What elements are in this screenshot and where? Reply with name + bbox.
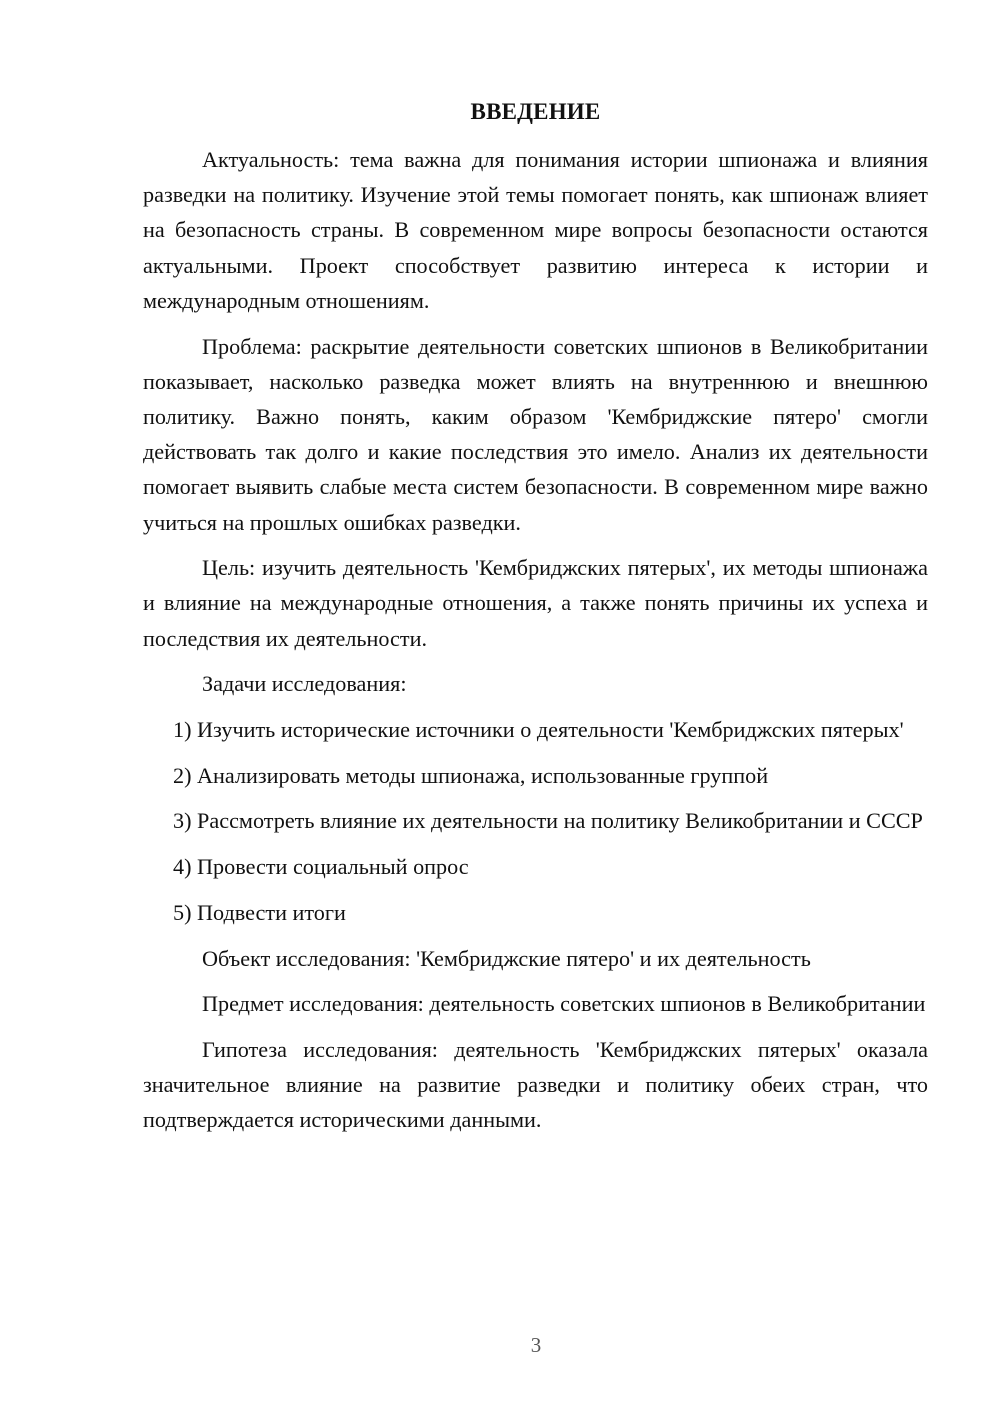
task-item: 2) Анализировать методы шпионажа, использованные группой xyxy=(173,762,769,788)
research-object-paragraph: Объект исследования: 'Кембриджские пятеро' и их деятельность xyxy=(202,945,811,971)
task-item: 1) Изучить исторические источники о деятельности 'Кембриджских пятерых' xyxy=(173,717,904,743)
task-item: 3) Рассмотреть влияние их деятельности на политику Великобритании и СССР xyxy=(173,808,923,834)
research-subject-paragraph: Предмет исследования: деятельность советских шпионов в Великобритании xyxy=(202,991,926,1017)
relevance-paragraph: Актуальность: тема важна для понимания истории шпионажа и влияния разведки на политику. Изучение этой темы помогает понять, как шпионаж влияет на безопасность страны. В современном мире вопросы безопасности остаются актуальными. Проект способствует развитию интереса к истории и международным отношениям. xyxy=(143,147,928,313)
hypothesis-paragraph: Гипотеза исследования: деятельность 'Кембриджских пятерых' оказала значительное влияние на развитие разведки и политику обеих стран, что подтверждается историческими данными. xyxy=(143,1036,928,1133)
tasks-heading: Задачи исследования: xyxy=(202,671,407,697)
document-body xyxy=(143,142,928,1148)
page-title: ВВЕДЕНИЕ xyxy=(470,99,601,124)
page-number: 3 xyxy=(530,1333,542,1357)
problem-paragraph: Проблема: раскрытие деятельности советских шпионов в Великобритании показывает, насколько разведка может влиять на внутреннюю и внешнюю политику. Важно понять, каким образом 'Кембриджские пятеро' смогли действовать так долго и какие последствия это имело. Анализ их деятельности помогает выявить слабые места систем безопасности. В современном мире важно учиться на прошлых ошибках разведки. xyxy=(143,333,928,535)
goal-paragraph: Цель: изучить деятельность 'Кембриджских пятерых', их методы шпионажа и влияние на международные отношения, а также понять причины их успеха и последствия их деятельности. xyxy=(143,555,928,651)
task-item: 4) Провести социальный опрос xyxy=(173,854,469,880)
task-item: 5) Подвести итоги xyxy=(173,899,346,925)
